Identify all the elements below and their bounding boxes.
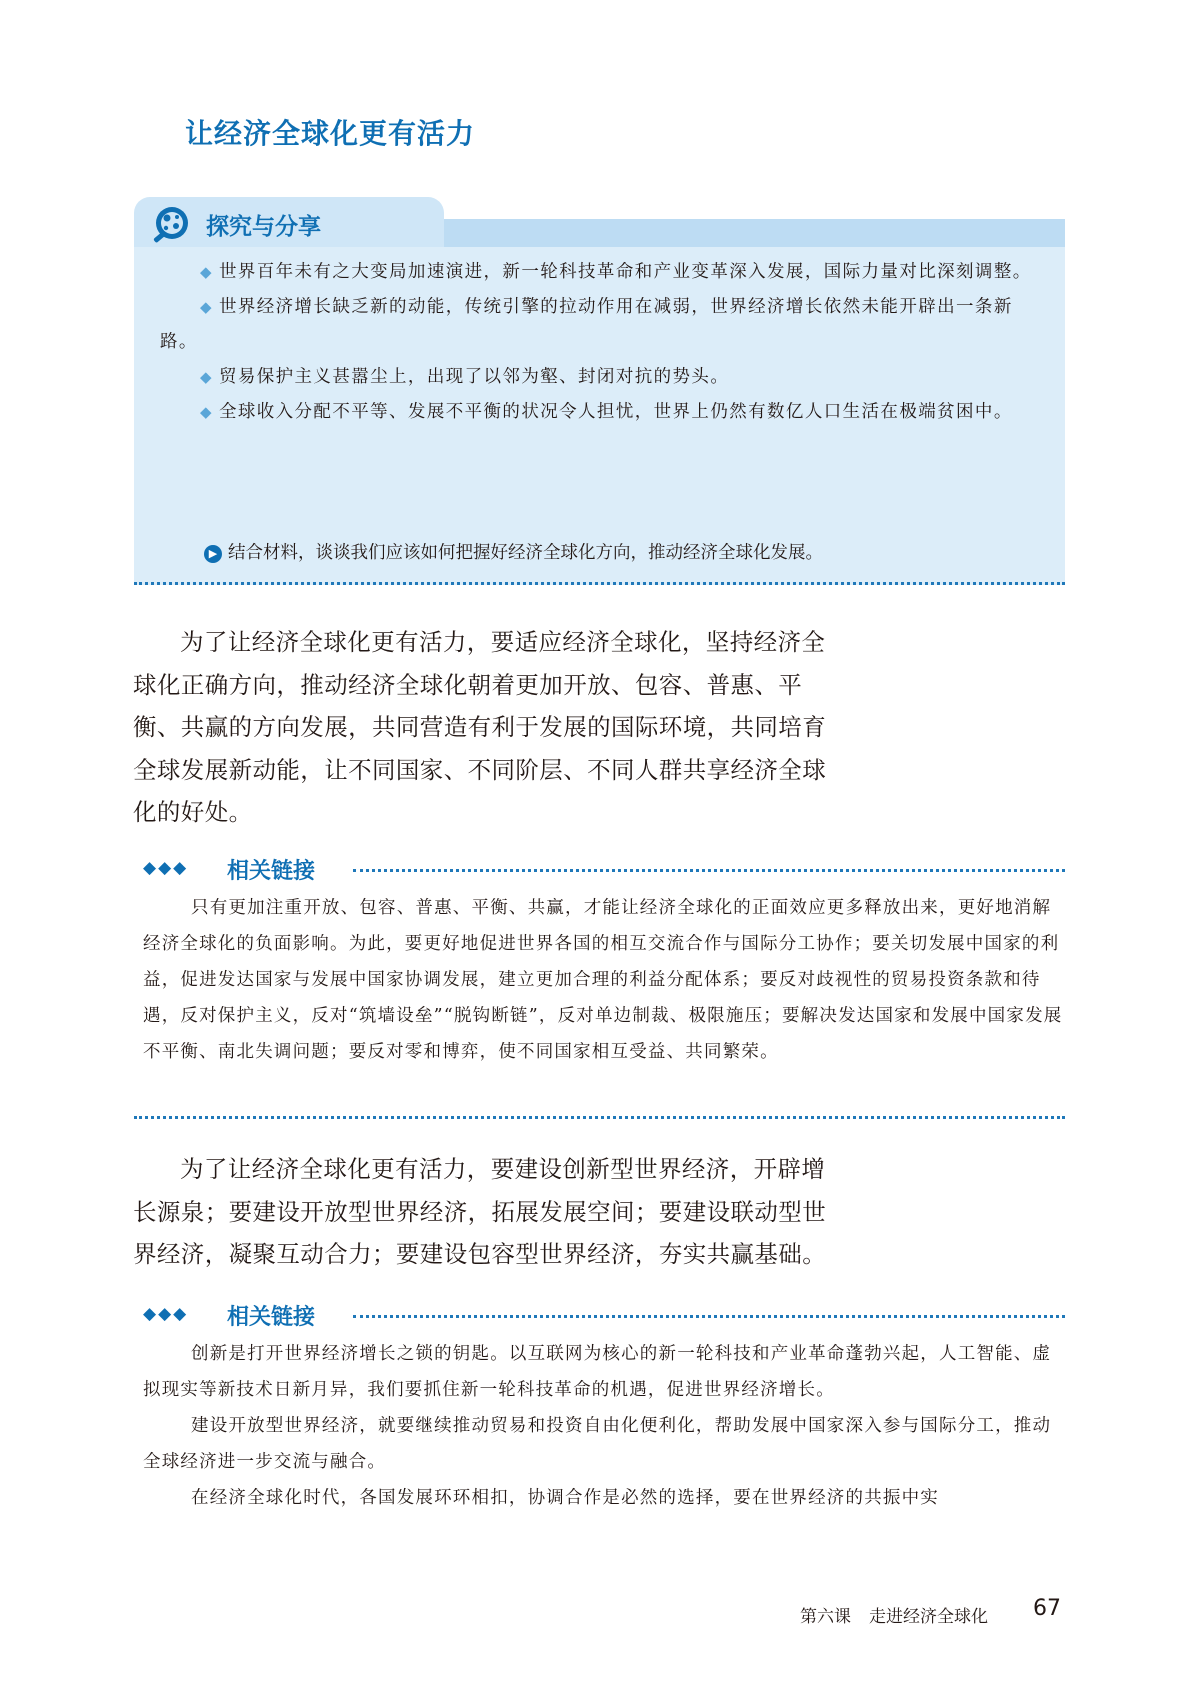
- explore-body: [134, 247, 1065, 585]
- dotted-divider: [134, 1116, 1065, 1119]
- page-number: 67: [1033, 1596, 1061, 1621]
- explore-tab: [134, 197, 444, 249]
- diamond-bullet-icon: ◆: [200, 263, 213, 281]
- explore-share-box: [134, 197, 1065, 587]
- triple-diamond-icon: ◆◆◆: [143, 1304, 189, 1324]
- related-link-box-1: [143, 854, 1065, 1070]
- diamond-bullet-icon: ◆: [200, 368, 213, 386]
- related-link-title: 相关链接: [227, 1305, 316, 1330]
- related-link-text: 只有更加注重开放、包容、普惠、平衡、共赢，才能让经济全球化的正面效应更多释放出来，更好地消解经济全球化的负面影响。为此，要更好地促进世界各国的相互交流合作与国际分工协作；要关切发展中国家的利益，促进发达国家与发展中国家协调发展，建立更加合理的利益分配体系；要反对歧视性的贸易投资条款和待遇，反对保护主义，反对“筑墙设垒”“脱钩断链”，反对单边制裁、极限施压；要解决发达国家和发展中国家发展不平衡、南北失调问题；要反对零和博弈，使不同国家相互受益、共同繁荣。: [143, 898, 1063, 1062]
- page-footer: [800, 1602, 988, 1627]
- diamond-bullet-icon: ◆: [200, 298, 213, 316]
- dotted-divider: [353, 1315, 1065, 1318]
- footer-lesson: 第六课: [800, 1607, 851, 1627]
- related-link-text: 建设开放型世界经济，就要继续推动贸易和投资自由化便利化，帮助发展中国家深入参与国际分工，推动全球经济进一步交流与融合。: [143, 1416, 1052, 1472]
- explore-question: ▶ 结合材料，谈谈我们应该如何把握好经济全球化方向，推动经济全球化发展。: [204, 539, 823, 564]
- section-title: 让经济全球化更有活力: [185, 117, 476, 150]
- related-link-header: [143, 854, 1065, 884]
- body-paragraph-2: 为了让经济全球化更有活力，要建设创新型世界经济，开辟增长源泉；要建设开放型世界经济，拓展发展空间；要建设联动型世界经济，凝聚互动合力；要建设包容型世界经济，夯实共赢基础。: [133, 1155, 827, 1269]
- arrow-right-circle-icon: ▶: [204, 545, 222, 563]
- related-link-title: 相关链接: [227, 859, 316, 884]
- related-link-header: [143, 1300, 1065, 1330]
- explore-bullet: ◆ 世界经济增长缺乏新的动能，传统引擎的拉动作用在减弱，世界经济增长依然未能开辟出一条新路。: [160, 297, 1013, 352]
- dotted-divider: [353, 869, 1065, 872]
- diamond-bullet-icon: ◆: [200, 403, 213, 421]
- related-link-box-2: [143, 1300, 1065, 1516]
- related-link-text: 在经济全球化时代，各国发展环环相扣，协调合作是必然的选择，要在世界经济的共振中实: [191, 1488, 939, 1508]
- related-link-text: 创新是打开世界经济增长之锁的钥匙。以互联网为核心的新一轮科技和产业革命蓬勃兴起，人工智能、虚拟现实等新技术日新月异，我们要抓住新一轮科技革命的机遇，促进世界经济增长。: [143, 1344, 1052, 1400]
- explore-bullet: ◆ 世界百年未有之大变局加速演进，新一轮科技革命和产业变革深入发展，国际力量对比深刻调整。: [200, 262, 1032, 282]
- footer-chapter: 走进经济全球化: [869, 1607, 988, 1627]
- triple-diamond-icon: ◆◆◆: [143, 858, 189, 878]
- magnifier-globe-icon: [148, 203, 194, 247]
- explore-bullet: ◆ 贸易保护主义甚嚣尘上，出现了以邻为壑、封闭对抗的势头。: [200, 367, 730, 387]
- explore-title: 探究与分享: [206, 214, 321, 240]
- explore-bullet: ◆ 全球收入分配不平等、发展不平衡的状况令人担忧，世界上仍然有数亿人口生活在极端贫困中。: [200, 402, 1013, 422]
- body-paragraph-1: 为了让经济全球化更有活力，要适应经济全球化，坚持经济全球化正确方向，推动经济全球化朝着更加开放、包容、普惠、平衡、共赢的方向发展，共同营造有利于发展的国际环境，共同培育全球发展新动能，让不同国家、不同阶层、不同人群共享经济全球化的好处。: [133, 628, 827, 827]
